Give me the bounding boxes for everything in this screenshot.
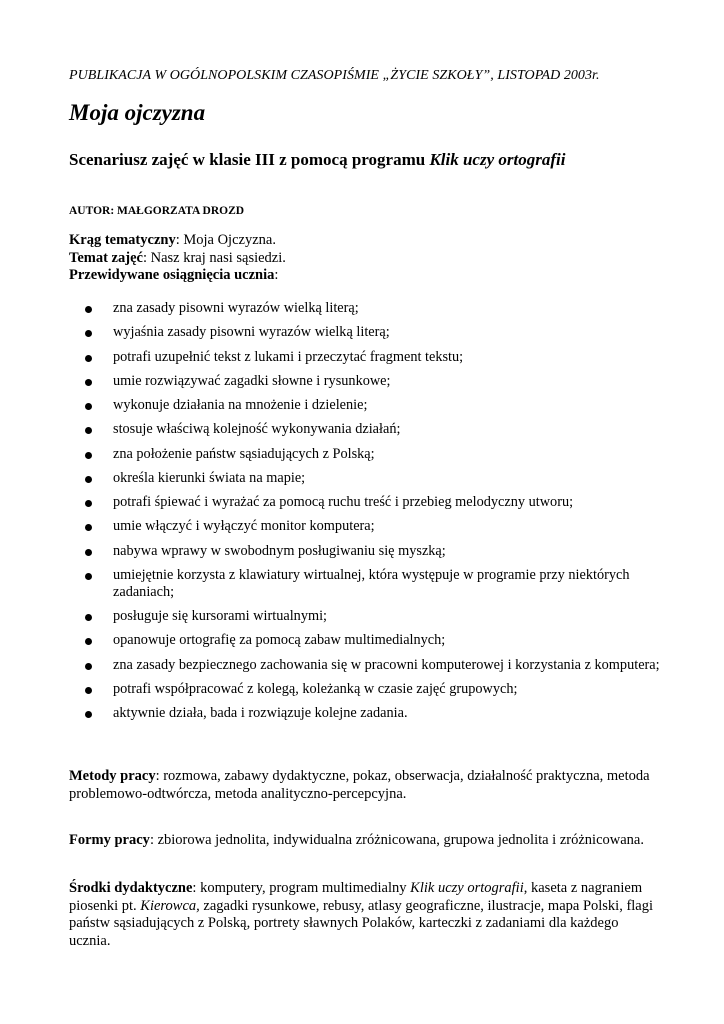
list-item <box>85 397 685 414</box>
outcomes-list <box>85 300 685 729</box>
srodki-label: Środki dydaktyczne <box>69 880 193 896</box>
list-item-text: wykonuje działania na mnożenie i dzielenie; <box>113 397 368 413</box>
osiagniecia-label: Przewidywane osiągnięcia ucznia <box>69 267 275 283</box>
subtitle-main: Scenariusz zajęć w klasie III z pomocą programu <box>69 150 430 169</box>
author-line: AUTOR: MAŁGORZATA DROZD <box>69 205 245 217</box>
document-subtitle <box>69 150 565 170</box>
publication-header: PUBLIKACJA W OGÓLNOPOLSKIM CZASOPIŚMIE „ŻYCIE SZKOŁY”, LISTOPAD 2003r. <box>69 68 600 83</box>
info-temat-zajec <box>69 250 286 268</box>
bullet-icon <box>85 403 92 410</box>
list-item <box>85 446 685 463</box>
bullet-icon <box>85 711 92 718</box>
srodki-song-title: Kierowca, <box>140 897 200 914</box>
list-item-text: umie rozwiązywać zagadki słowne i rysunkowe; <box>113 372 391 389</box>
list-item <box>85 705 685 722</box>
list-item <box>85 300 685 317</box>
list-item <box>85 657 685 674</box>
metody-pracy-paragraph <box>69 768 659 803</box>
bullet-icon <box>85 638 92 645</box>
list-item <box>85 543 685 560</box>
formy-label: Formy pracy <box>69 832 150 848</box>
list-item-text: określa kierunki świata na mapie; <box>113 469 306 486</box>
list-item-text: posługuje się kursorami wirtualnymi; <box>113 608 328 624</box>
formy-pracy-paragraph <box>69 832 659 850</box>
list-item <box>85 681 685 698</box>
bullet-icon <box>85 379 92 386</box>
list-item <box>85 494 685 511</box>
bullet-icon <box>85 306 92 313</box>
list-item-text: potrafi uzupełnić tekst z lukami i przeczytać fragment tekstu; <box>113 348 464 365</box>
list-item-text: opanowuje ortografię za pomocą zabaw multimedialnych; <box>113 632 446 649</box>
lesson-info <box>69 232 286 285</box>
bullet-icon <box>85 687 92 694</box>
list-item-text: potrafi współpracować z kolegą, koleżanką w czasie zajęć grupowych; <box>113 680 518 697</box>
list-item-text: zna położenie państw sąsiadujących z Polską; <box>113 445 375 462</box>
list-item-text: umie włączyć i wyłączyć monitor komputera; <box>113 518 375 535</box>
list-item-text: stosuje właściwą kolejność wykonywania działań; <box>113 421 401 438</box>
bullet-icon <box>85 355 92 362</box>
srodki-program-name: Klik uczy ortografii <box>410 880 524 896</box>
metody-label: Metody pracy <box>69 768 156 784</box>
list-item <box>85 373 685 390</box>
bullet-icon <box>85 549 92 556</box>
list-item <box>85 349 685 366</box>
bullet-icon <box>85 614 92 621</box>
srodki-text-1: : komputery, program multimedialny <box>192 880 411 896</box>
list-item <box>85 608 685 625</box>
list-item <box>85 324 685 341</box>
bullet-icon <box>85 427 92 434</box>
formy-text: : zbiorowa jednolita, indywidualna zróżnicowana, grupowa jednolita i zróżnicowana. <box>149 832 644 848</box>
srodki-text-2: , kaseta z nagraniem piosenki pt. <box>69 880 643 914</box>
list-item-text: zna zasady bezpiecznego zachowania się w pracowni komputerowej i korzystania z komputera; <box>113 656 660 673</box>
bullet-icon <box>85 500 92 507</box>
bullet-icon <box>85 573 92 580</box>
list-item <box>85 567 685 601</box>
list-item-text: potrafi śpiewać i wyrażać za pomocą ruchu treść i przebieg melodyczny utworu; <box>113 494 574 510</box>
list-item-text: umiejętnie korzysta z klawiatury wirtualnej, która występuje w programie przy niektórych zadaniach; <box>113 566 630 600</box>
temat-value: : Nasz kraj nasi sąsiedzi. <box>142 249 286 266</box>
osiagniecia-colon: : <box>274 267 279 283</box>
bullet-icon <box>85 452 92 459</box>
metody-text: : rozmowa, zabawy dydaktyczne, pokaz, obserwacja, działalność praktyczna, metoda problemowo-odtwórcza, metoda analityczno-percepcyjna. <box>69 768 650 802</box>
list-item-text: aktywnie działa, bada i rozwiązuje kolejne zadania. <box>113 705 408 721</box>
krag-value: : Moja Ojczyzna. <box>175 232 276 248</box>
document-title: Moja ojczyzna <box>69 100 206 125</box>
list-item <box>85 421 685 438</box>
bullet-icon <box>85 476 92 483</box>
bullet-icon <box>85 330 92 337</box>
bullet-icon <box>85 524 92 531</box>
list-item-text: zna zasady pisowni wyrazów wielką literą; <box>113 300 359 316</box>
list-item-text: wyjaśnia zasady pisowni wyrazów wielką literą; <box>113 324 390 341</box>
list-item <box>85 632 685 649</box>
srodki-dydaktyczne-paragraph <box>69 880 659 950</box>
bullet-icon <box>85 663 92 670</box>
info-osiagniecia <box>69 267 286 285</box>
list-item <box>85 518 685 535</box>
list-item <box>85 470 685 487</box>
list-item-text: nabywa wprawy w swobodnym posługiwaniu się myszką; <box>113 542 446 559</box>
srodki-text-3: zagadki rysunkowe, rebusy, atlasy geograficzne, ilustracje, mapa Polski, flagi państw sąsiadujących z Polską, portrety sławnych Polaków, karteczki z zadaniami dla każdego ucznia. <box>69 897 654 949</box>
subtitle-program-name: Klik uczy ortografii <box>429 150 566 169</box>
temat-label: Temat zajęć <box>69 249 143 266</box>
krag-label: Krąg tematyczny <box>69 232 176 248</box>
info-krag-tematyczny <box>69 232 286 250</box>
